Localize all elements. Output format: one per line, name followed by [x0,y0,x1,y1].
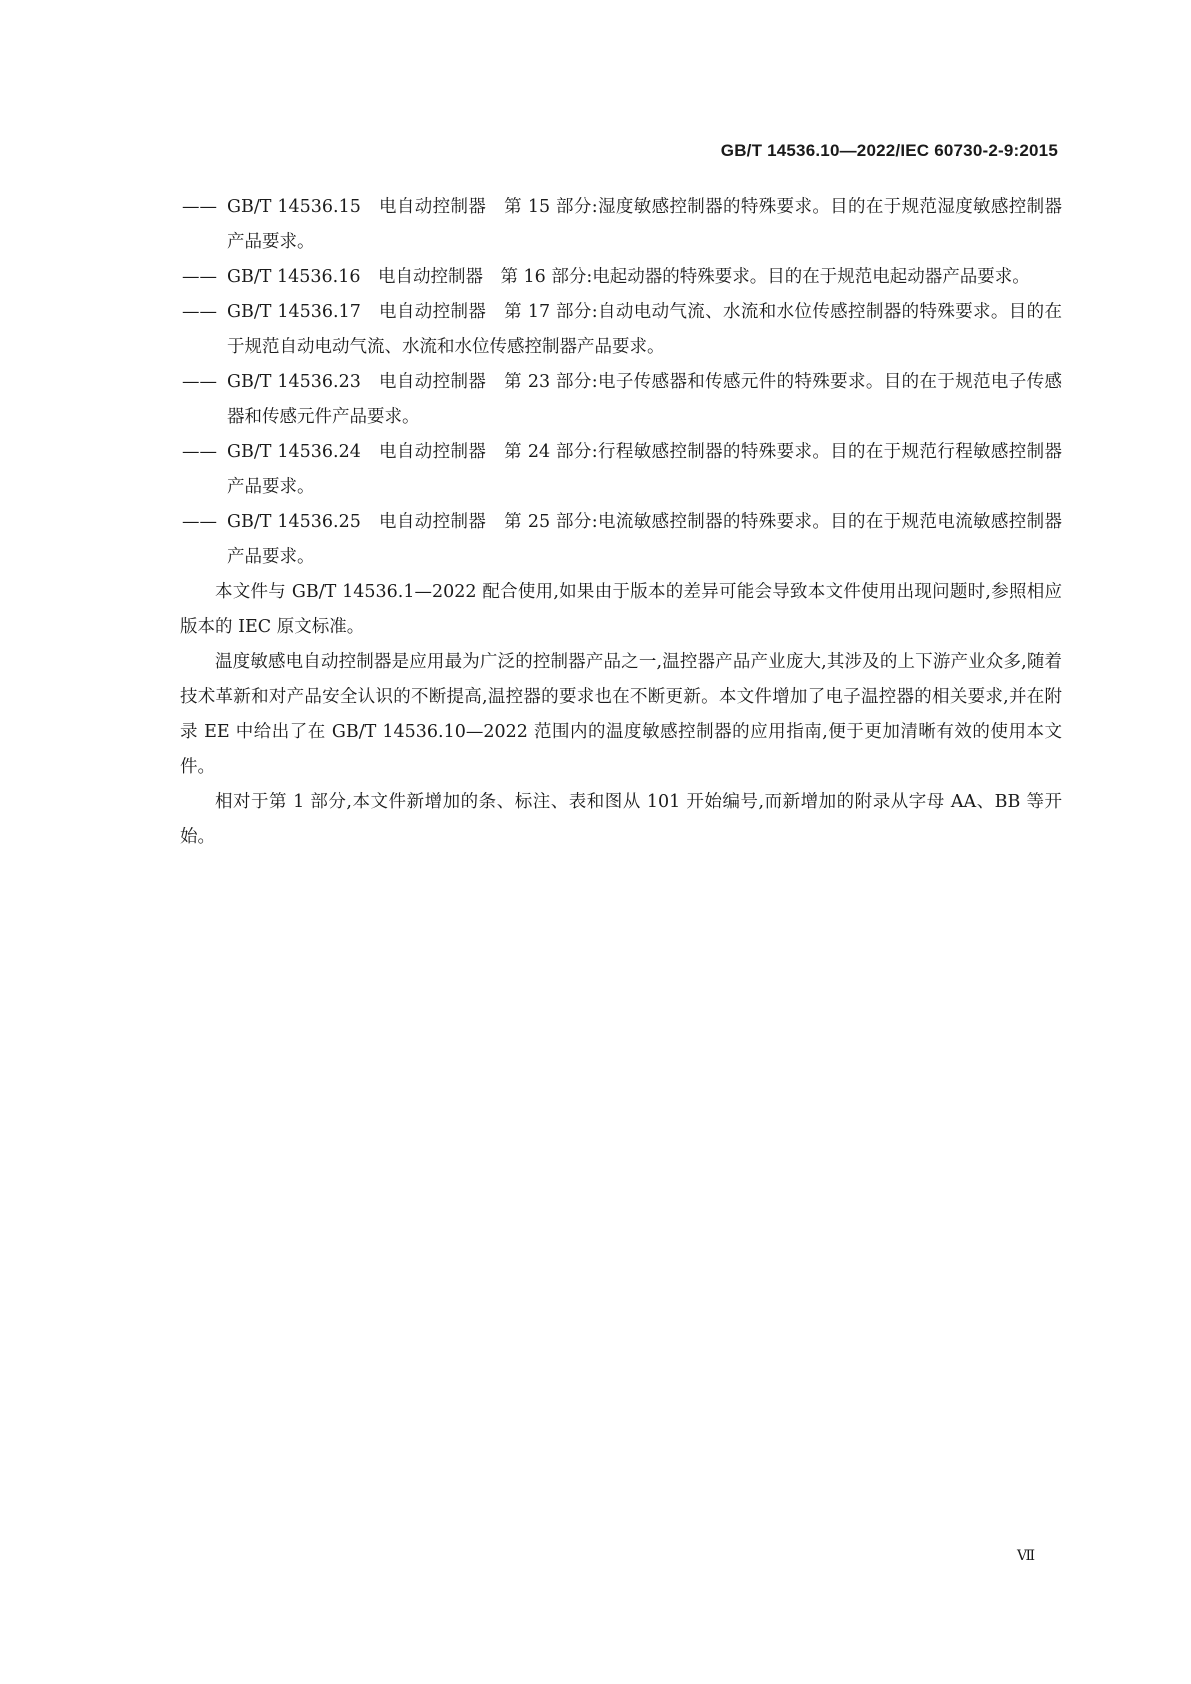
list-item [182,435,1062,505]
list-item [182,365,1062,435]
list-item [182,190,1062,260]
list-item-text: GB/T 14536.25 电自动控制器 第 25 部分:电流敏感控制器的特殊要求。目的在于规范电流敏感控制器产品要求。 [227,512,1062,567]
list-item [182,295,1062,365]
list-item-text: GB/T 14536.24 电自动控制器 第 24 部分:行程敏感控制器的特殊要求。目的在于规范行程敏感控制器产品要求。 [227,442,1062,497]
list-dash: —— [182,197,217,217]
list-dash: —— [182,267,217,287]
page-number: Ⅶ [1017,1548,1036,1564]
list-dash: —— [182,302,217,322]
list-dash: —— [182,372,217,392]
document-body [182,190,1062,855]
list-dash: —— [182,512,217,532]
list-item-text: GB/T 14536.17 电自动控制器 第 17 部分:自动电动气流、水流和水位传感控制器的特殊要求。目的在于规范自动电动气流、水流和水位传感控制器产品要求。 [227,302,1062,357]
paragraph: 相对于第 1 部分,本文件新增加的条、标注、表和图从 101 开始编号,而新增加的附录从字母 AA、BB 等开始。 [180,792,1062,847]
standard-code-header: GB/T 14536.10—2022/IEC 60730-2-9:2015 [720,141,1058,160]
list-item-text: GB/T 14536.23 电自动控制器 第 23 部分:电子传感器和传感元件的特殊要求。目的在于规范电子传感器和传感元件产品要求。 [227,372,1062,427]
list-item-text: GB/T 14536.16 电自动控制器 第 16 部分:电起动器的特殊要求。目的在于规范电起动器产品要求。 [227,267,1030,287]
list-item [182,260,1062,295]
paragraph: 本文件与 GB/T 14536.1—2022 配合使用,如果由于版本的差异可能会导致本文件使用出现问题时,参照相应版本的 IEC 原文标准。 [180,582,1062,637]
list-dash: —— [182,442,217,462]
list-item [182,505,1062,575]
paragraph: 温度敏感电自动控制器是应用最为广泛的控制器产品之一,温控器产品产业庞大,其涉及的上下游产业众多,随着技术革新和对产品安全认识的不断提高,温控器的要求也在不断更新。本文件增加了电子温控器的相关要求,并在附录 EE 中给出了在 GB/T 14536.10—2022 范围内的温度敏感控制器的应用指南,便于更加清晰有效的使用本文件。 [180,652,1062,777]
list-item-text: GB/T 14536.15 电自动控制器 第 15 部分:湿度敏感控制器的特殊要求。目的在于规范湿度敏感控制器产品要求。 [227,197,1062,252]
